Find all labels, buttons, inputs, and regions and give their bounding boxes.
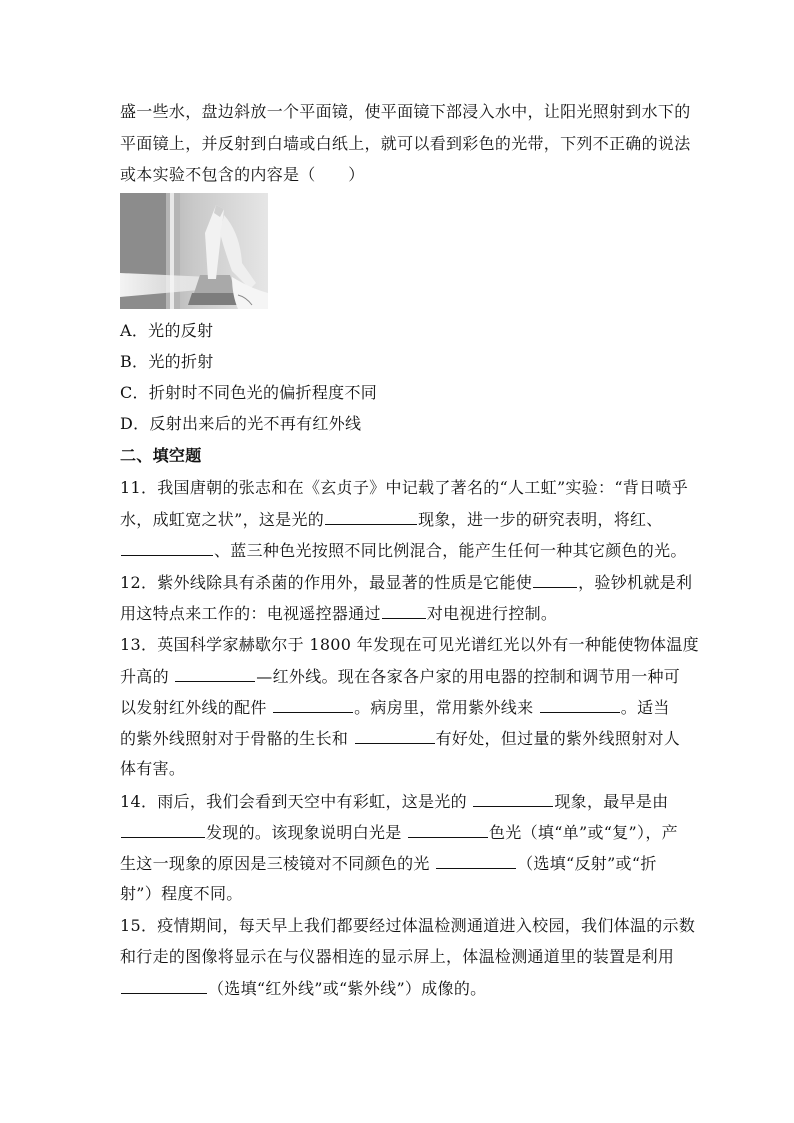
- q13-text-a: 升高的: [120, 667, 175, 686]
- q13-text-g: 有好处，但过量的紫外线照射对人: [435, 729, 681, 748]
- q10-text-line-3: 或本实验不包含的内容是（ ）: [120, 165, 365, 184]
- q12-text-c: 用这特点来工作的：电视遥控器通过: [120, 604, 381, 623]
- q14-line-3: [120, 853, 657, 874]
- q14-blank-4[interactable]: [436, 853, 516, 869]
- q14-text-b: 现象，最早是由: [554, 792, 669, 811]
- q12-text-b: ，验钞机就是利: [578, 573, 693, 592]
- q13-blank-4[interactable]: [355, 728, 435, 744]
- option-d: D．反射出来后的光不再有红外线: [120, 414, 362, 433]
- q14-blank-3[interactable]: [408, 822, 488, 838]
- q13-line-5: 体有害。: [120, 759, 186, 778]
- q12-line-2: [120, 603, 557, 624]
- option-b: B．光的折射: [120, 352, 214, 371]
- q15-line-1: 15．疫情期间，每天早上我们都要经过体温检测通道进入校园，我们体温的示数: [120, 916, 696, 935]
- q14-line-4: 射”）程度不同。: [120, 884, 243, 903]
- q13-text-d: 。病房里，常用紫外线来: [354, 698, 539, 717]
- q14-text-d: 色光（填“单”或“复”），产: [489, 823, 678, 842]
- q13-blank-1[interactable]: [175, 666, 255, 682]
- q13-text-c: 以发射红外线的配件: [120, 698, 273, 717]
- q15-line-3: [120, 978, 486, 999]
- q13-line-4: [120, 728, 680, 749]
- q11-line-1: 11．我国唐朝的张志和在《玄贞子》中记载了著名的“人工虹”实验：“背日喷乎: [120, 478, 688, 497]
- q10-text-line-2: 平面镜上，并反射到白墙或白纸上，就可以看到彩色的光带，下列不正确的说法: [120, 134, 691, 153]
- q11-text-c: 、蓝三种色光按照不同比例混合，能产生任何一种其它颜色的光。: [214, 541, 687, 560]
- q12-text-a: 12．紫外线除具有杀菌的作用外，最显著的性质是它能使: [120, 573, 533, 592]
- q13-text-b: —红外线。现在各家各户家的用电器的控制和调节用一种可: [256, 667, 681, 686]
- q11-text-a: 水，成虹宽之状”，这是光的: [120, 510, 325, 529]
- q15-text-a: （选填“红外线”或“紫外线”）成像的。: [208, 979, 487, 998]
- section-title: 二、填空题: [120, 446, 202, 465]
- q14-blank-2[interactable]: [121, 822, 205, 838]
- q13-line-2: [120, 666, 680, 687]
- q13-blank-3[interactable]: [540, 697, 620, 713]
- q11-line-3: [120, 540, 687, 561]
- q10-text-line-1: 盛一些水，盘边斜放一个平面镜，使平面镜下部浸入水中，让阳光照射到水下的: [120, 102, 691, 121]
- option-c: C．折射时不同色光的偏折程度不同: [120, 383, 378, 402]
- q13-line-3: [120, 697, 670, 718]
- mirror-experiment-figure: [120, 193, 268, 309]
- q11-line-2: [120, 509, 663, 530]
- q13-text-f: 的紫外线照射对于骨骼的生长和: [120, 729, 354, 748]
- q11-text-b: 现象，进一步的研究表明，将红、: [418, 510, 663, 529]
- q12-blank-1[interactable]: [533, 572, 577, 588]
- q11-blank-2[interactable]: [121, 540, 213, 556]
- q12-text-d: 对电视进行控制。: [426, 604, 558, 623]
- q12-line-1: [120, 572, 692, 593]
- q13-blank-2[interactable]: [273, 697, 353, 713]
- experiment-illustration: [120, 193, 268, 309]
- q14-text-c: 发现的。该现象说明白光是: [206, 823, 407, 842]
- q12-blank-2[interactable]: [382, 603, 426, 619]
- q14-text-a: 14．雨后，我们会看到天空中有彩虹，这是光的: [120, 792, 473, 811]
- q15-line-2: 和行走的图像将显示在与仪器相连的显示屏上，体温检测通道里的装置是利用: [120, 947, 675, 966]
- option-a: A．光的反射: [120, 321, 214, 340]
- q13-text-e: 。适当: [620, 698, 670, 717]
- q14-text-f: （选填“反射”或“折: [517, 854, 657, 873]
- q11-blank-1[interactable]: [325, 509, 417, 525]
- q14-blank-1[interactable]: [473, 791, 553, 807]
- q13-line-1: 13．英国科学家赫歇尔于 1800 年发现在可见光谱红光以外有一种能使物体温度: [120, 635, 699, 654]
- q14-text-e: 生这一现象的原因是三棱镜对不同颜色的光: [120, 854, 436, 873]
- q14-line-2: [120, 822, 678, 843]
- q15-blank-1[interactable]: [121, 978, 207, 994]
- q14-line-1: [120, 791, 668, 812]
